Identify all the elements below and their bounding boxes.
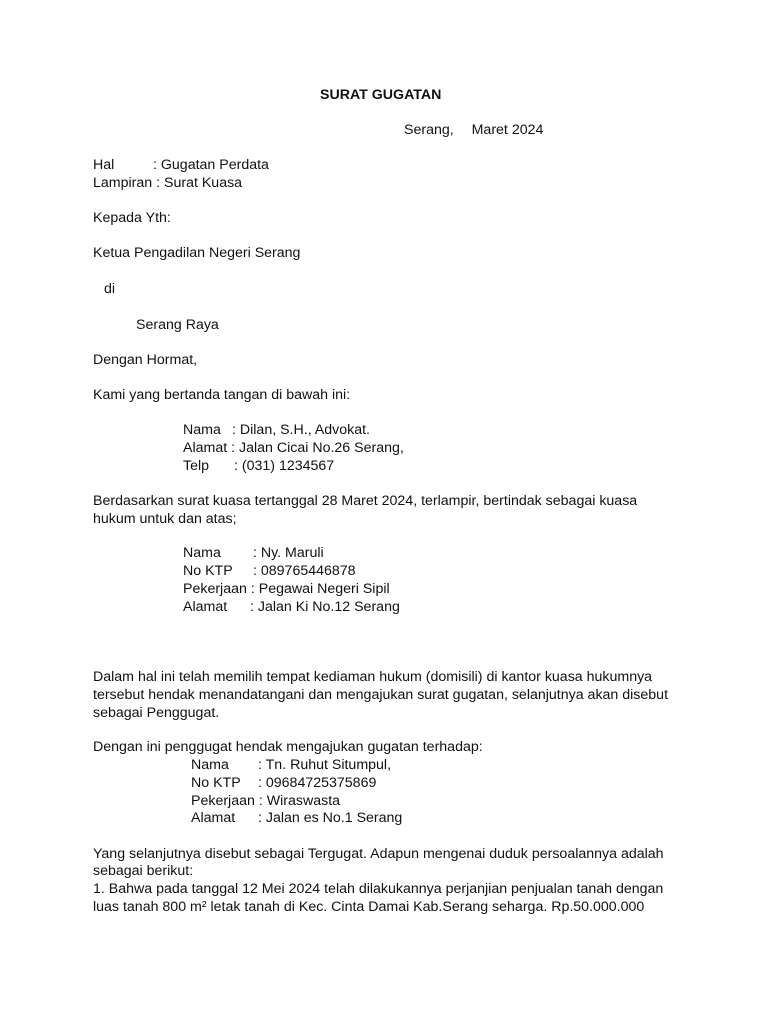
plaintiff-nama-label: Nama: [183, 545, 221, 561]
advocate-nama-label: Nama: [183, 422, 221, 438]
defendant-pekerjaan-value: : Wiraswasta: [258, 793, 341, 809]
advocate-telp-value: : (031) 1234567: [234, 458, 335, 474]
advocate-alamat-label: Alamat: [183, 440, 228, 456]
advocate-nama-row: [183, 422, 370, 440]
kuasa-line-1: Berdasarkan surat kuasa tertanggal 28 Maret 2024, terlampir, bertindak sebagai kuasa: [93, 493, 638, 509]
document-title: SURAT GUGATAN: [320, 87, 442, 103]
plaintiff-pekerjaan-row: [183, 581, 390, 599]
hal-line: [93, 157, 269, 175]
point-1-line-2: luas tanah 800 m² letak tanah di Kec. Cinta Damai Kab.Serang seharga. Rp.50.000.000: [93, 899, 645, 915]
against-intro: Dengan ini penggugat hendak mengajukan gugatan terhadap:: [93, 739, 483, 755]
advocate-telp-row: [183, 458, 334, 476]
plaintiff-ktp-row: [183, 563, 356, 581]
plaintiff-alamat-value: : Jalan Ki No.12 Serang: [250, 599, 400, 615]
domicile-line-2: tersebut hendak menandatangani dan mengajukan surat gugatan, selanjutnya akan disebut: [93, 687, 669, 703]
plaintiff-ktp-value: : 089765446878: [253, 563, 356, 579]
date: Maret 2024: [471, 122, 544, 138]
advocate-telp-label: Telp: [183, 458, 210, 474]
point-1-line-1: 1. Bahwa pada tanggal 12 Mei 2024 telah dilakukannya perjanjian penjualan tanah dengan: [93, 881, 664, 897]
advocate-nama-value: : Dilan, S.H., Advokat.: [232, 422, 370, 438]
lampiran-value: : Surat Kuasa: [156, 175, 243, 191]
defendant-nama-value: : Tn. Ruhut Situmpul,: [258, 757, 392, 773]
di-line: di: [104, 281, 116, 297]
plaintiff-pekerjaan-value: : Pegawai Negeri Sipil: [250, 581, 390, 597]
hal-value: : Gugatan Perdata: [153, 157, 269, 173]
defendant-alamat-row: [191, 810, 402, 828]
kuasa-line-2: hukum untuk dan atas;: [93, 511, 237, 527]
hal-label: Hal: [93, 157, 115, 173]
tergugat-line-1: Yang selanjutnya disebut sebagai Tergugat. Adapun mengenai duduk persoalannya adalah: [93, 846, 664, 862]
defendant-ktp-label: No KTP: [191, 775, 241, 791]
lampiran-label: Lampiran: [93, 175, 153, 191]
defendant-pekerjaan-label: Pekerjaan: [191, 793, 255, 809]
place: Serang,: [404, 122, 454, 138]
plaintiff-ktp-label: No KTP: [183, 563, 233, 579]
intro-line: Kami yang bertanda tangan di bawah ini:: [93, 387, 351, 403]
defendant-pekerjaan-row: [191, 793, 340, 811]
plaintiff-nama-row: [183, 545, 324, 563]
domicile-line-1: Dalam hal ini telah memilih tempat kediaman hukum (domisili) di kantor kuasa hukumnya: [93, 669, 653, 685]
defendant-alamat-label: Alamat: [191, 810, 236, 826]
advocate-alamat-value: : Jalan Cicai No.26 Serang,: [231, 440, 404, 456]
tergugat-line-2: sebagai berikut:: [93, 863, 194, 879]
recipient-city: Serang Raya: [136, 317, 219, 333]
plaintiff-pekerjaan-label: Pekerjaan: [183, 581, 247, 597]
defendant-alamat-value: : Jalan es No.1 Serang: [258, 810, 403, 826]
defendant-nama-label: Nama: [191, 757, 229, 773]
plaintiff-alamat-row: [183, 599, 400, 617]
date-line: [404, 122, 543, 140]
defendant-ktp-row: [191, 775, 376, 793]
kepada-line: Kepada Yth:: [93, 210, 171, 226]
advocate-alamat-row: [183, 440, 404, 458]
defendant-ktp-value: : 09684725375869: [258, 775, 377, 791]
plaintiff-alamat-label: Alamat: [183, 599, 228, 615]
plaintiff-nama-value: : Ny. Maruli: [253, 545, 324, 561]
lampiran-line: [93, 175, 242, 193]
domicile-line-3: sebagai Penggugat.: [93, 705, 220, 721]
recipient: Ketua Pengadilan Negeri Serang: [93, 245, 301, 261]
greeting: Dengan Hormat,: [93, 352, 198, 368]
defendant-nama-row: [191, 757, 391, 775]
